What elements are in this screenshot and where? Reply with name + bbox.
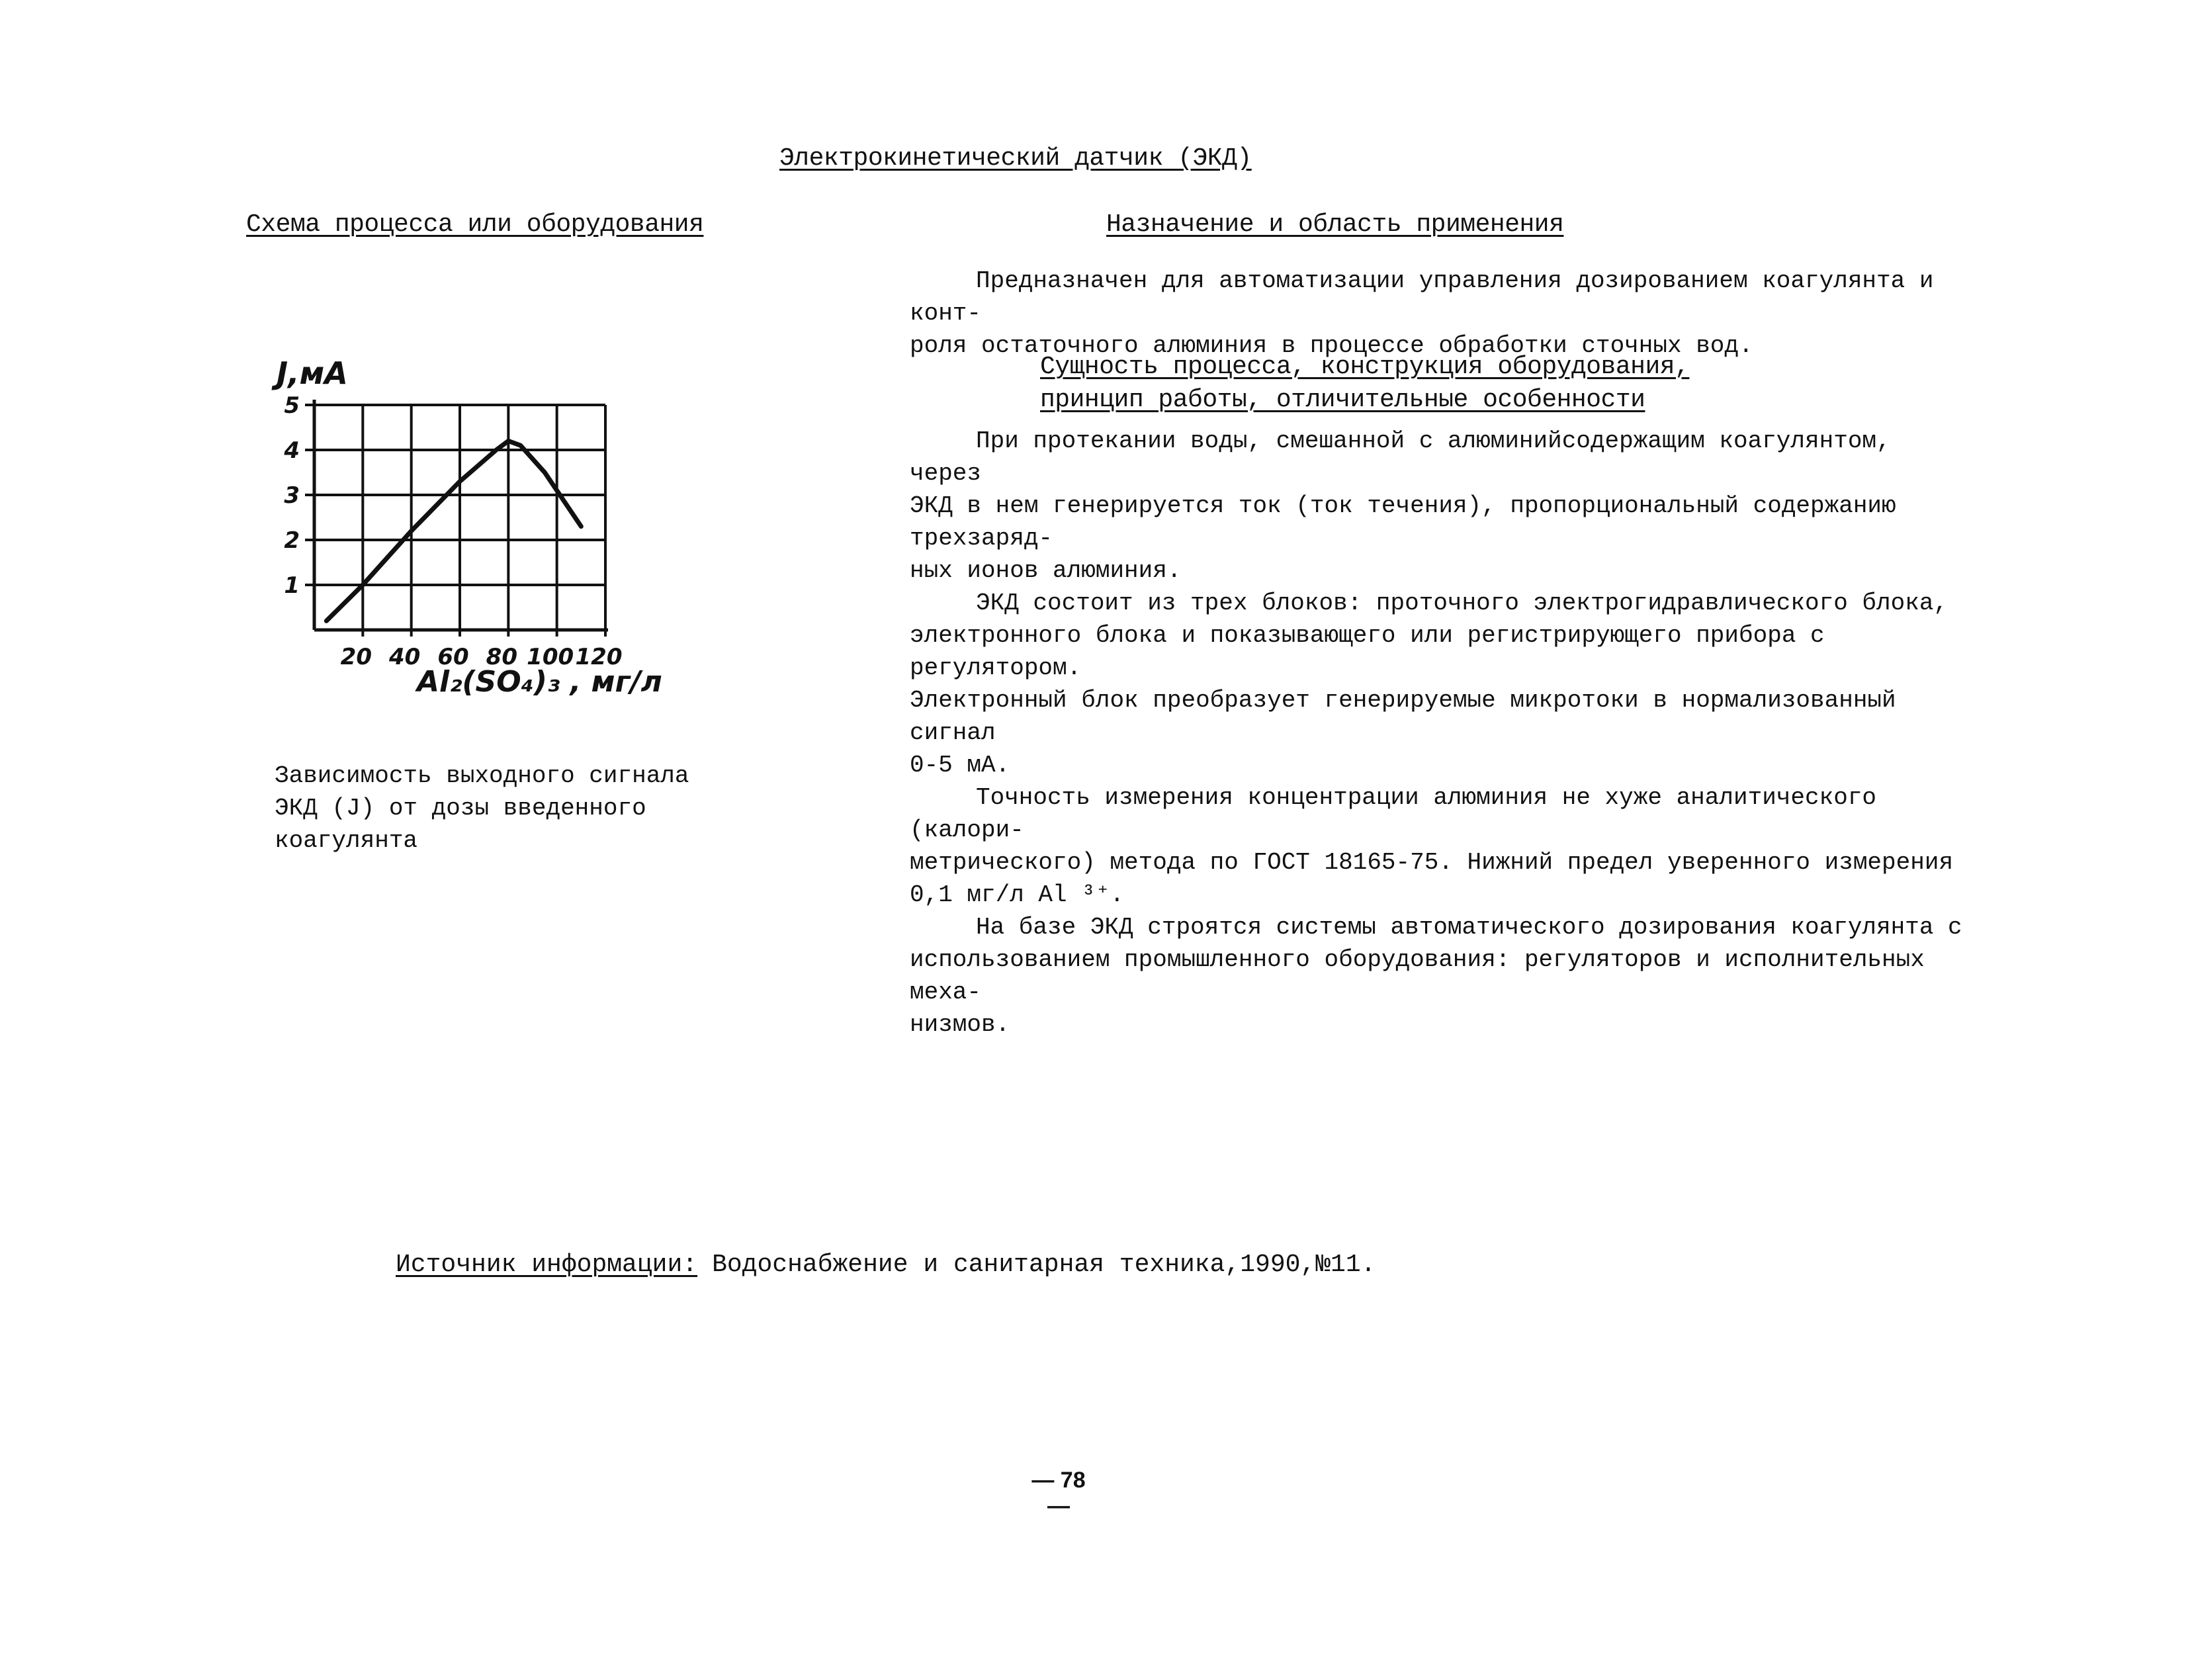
- x-tick-label-100: 100: [527, 644, 574, 670]
- chart-caption: [275, 760, 738, 857]
- chart-caption-text: Зависимость выходного сигнала ЭКД (J) от дозы введенного коагулянта: [275, 762, 689, 854]
- y-tick-label-5: 5: [284, 392, 300, 419]
- page-number: — 78 —: [1031, 1468, 1086, 1519]
- scheme-heading: Схема процесса или оборудования: [246, 210, 704, 239]
- purpose-heading: Назначение и область применения: [1106, 210, 1564, 239]
- source-label: Источник информации:: [396, 1251, 698, 1279]
- y-tick-label-3: 3: [284, 482, 300, 509]
- source-value: Водоснабжение и санитарная техника,1990,№11.: [712, 1251, 1376, 1279]
- essence-paragraph-3: Точность измерения концентрации алюминия не хуже аналитического (калори- метрического) метода по ГОСТ 18165-75. Нижний предел уверенного измерения 0,1 мг/л Al ³⁺.: [910, 784, 1954, 908]
- chart-series: [326, 441, 581, 621]
- x-tick-label-80: 80: [486, 644, 517, 670]
- essence-paragraph-1: При протекании воды, смешанной с алюминийсодержащим коагулянтом, через ЭКД в нем генерируется ток (ток течения), пропорциональный содержанию трехзаряд- ных ионов алюминия.: [910, 427, 1896, 584]
- chart-svg: [251, 344, 675, 715]
- essence-section: [910, 425, 1968, 1041]
- signal-dose-chart: [251, 344, 675, 715]
- series-line-J: [326, 441, 581, 621]
- purpose-paragraph: Предназначен для автоматизации управления дозированием коагулянта и конт- роля остаточного алюминия в процессе обработки сточных вод.: [910, 267, 1934, 359]
- x-tick-label-60: 60: [437, 644, 469, 670]
- source-line: [396, 1251, 1376, 1279]
- essence-heading-line-1: Сущность процесса, конструкция оборудования,: [1040, 353, 1690, 381]
- document-title: Электрокинетический датчик (ЭКД): [779, 144, 1252, 173]
- x-tick-label-20: 20: [340, 644, 372, 670]
- essence-heading: [1040, 351, 1689, 417]
- essence-paragraph-2: ЭКД состоит из трех блоков: проточного электрогидравлического блока, электронного блока и показывающего или регистрирующего прибора с регулятором. Электронный блок преобразует генерируемые микротоки в нормализованный сигнал 0-5 мА.: [910, 590, 1948, 779]
- x-tick-label-120: 120: [575, 644, 623, 670]
- chart-y-axis-label: J,мА: [277, 355, 348, 391]
- y-tick-label-4: 4: [284, 437, 300, 464]
- chart-grid: [305, 405, 605, 637]
- y-tick-label-1: 1: [284, 572, 300, 599]
- essence-heading-line-2: принцип работы, отличительные особенности: [1040, 386, 1645, 414]
- chart-x-axis-label: Al₂(SO₄)₃ , мг/л: [417, 665, 662, 699]
- purpose-section: [910, 265, 1968, 362]
- x-tick-label-40: 40: [389, 644, 421, 670]
- essence-paragraph-4: На базе ЭКД строятся системы автоматического дозирования коагулянта с использованием промышленного оборудования: регуляторов и исполнительных меха- низмов.: [910, 914, 1962, 1038]
- y-tick-label-2: 2: [284, 527, 300, 554]
